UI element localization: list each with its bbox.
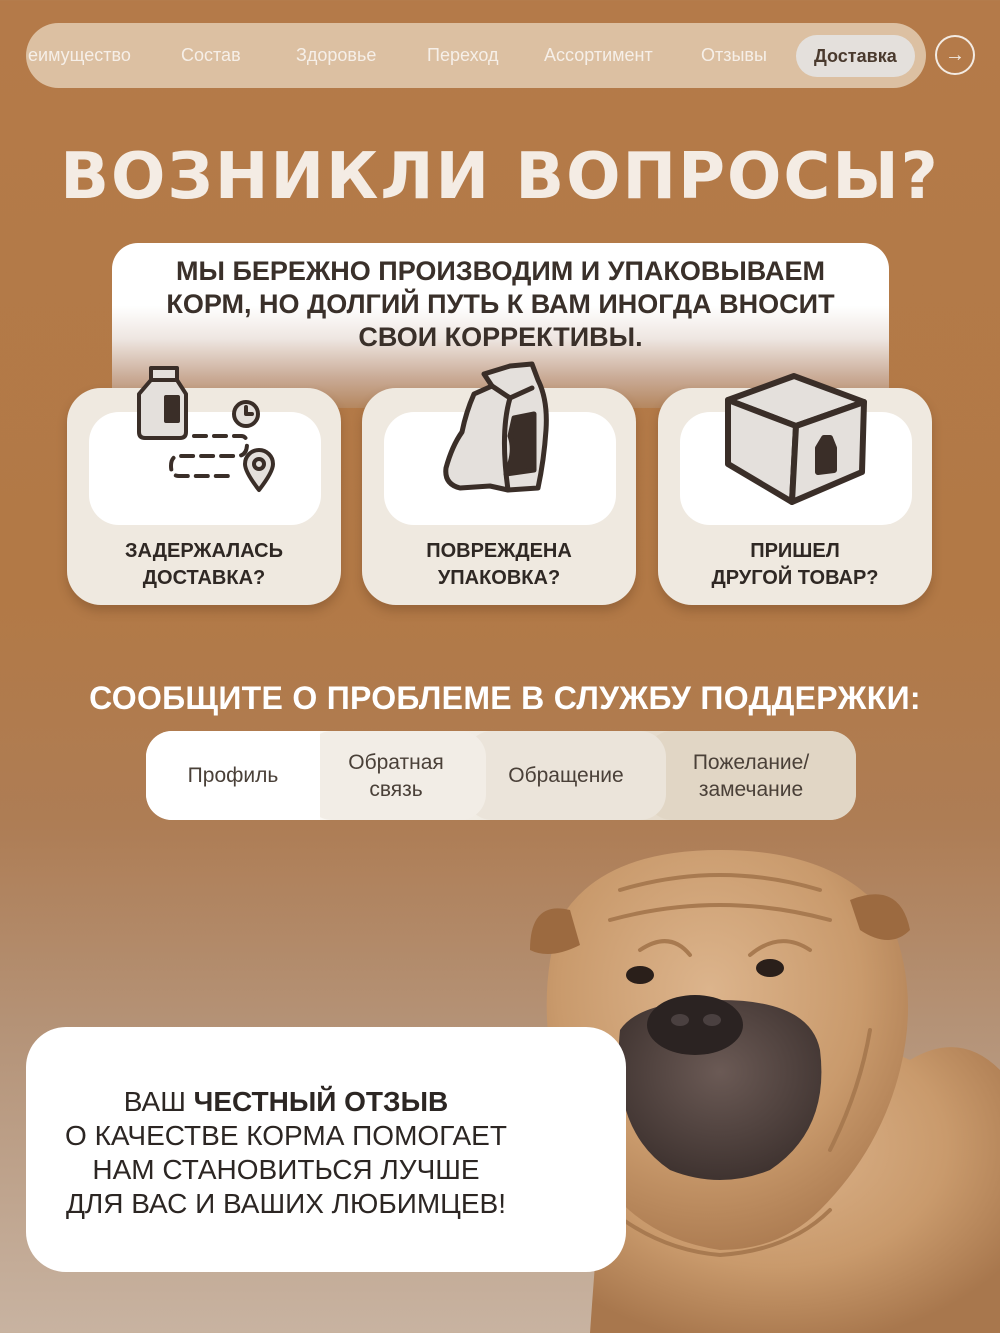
problem-label-line: ЗАДЕРЖАЛАСЬ — [125, 540, 283, 562]
problem-label-line: ДРУГОЙ ТОВАР? — [711, 567, 879, 589]
feedback-line — [26, 1085, 546, 1119]
support-heading: СООБЩИТЕ О ПРОБЛЕМЕ В СЛУЖБУ ПОДДЕРЖКИ: — [89, 680, 921, 716]
tab-label-line: связь — [369, 777, 423, 801]
nav-item-transition[interactable]: Переход — [427, 45, 499, 65]
feedback-line: О КАЧЕСТВЕ КОРМА ПОМОГАЕТ — [65, 1120, 507, 1151]
nav-next-button[interactable] — [935, 35, 975, 75]
tab-profile[interactable] — [146, 731, 320, 820]
intro-line: СВОИ КОРРЕКТИВЫ. — [358, 322, 643, 352]
nav-track — [26, 23, 926, 88]
nav-item-composition[interactable]: Состав — [181, 45, 241, 65]
tab-label-line: Пожелание/ — [692, 750, 810, 774]
nav-item-health[interactable]: Здоровье — [296, 45, 377, 65]
problem-card-delayed-delivery[interactable] — [67, 388, 341, 605]
intro-text — [112, 255, 889, 354]
problem-label-line: ПОВРЕЖДЕНА — [426, 540, 572, 562]
problem-label-line: УПАКОВКА? — [437, 567, 561, 589]
tab-label-line: Обращение — [508, 764, 624, 787]
support-tabs — [146, 731, 856, 820]
nav-item-assortment[interactable]: Ассортимент — [544, 45, 653, 65]
nav-item-reviews[interactable]: Отзывы — [701, 45, 767, 65]
delivery-route-icon — [67, 360, 341, 510]
tab-label-line: Обратная — [348, 750, 444, 774]
tab-feedback[interactable] — [306, 731, 486, 820]
feedback-line: ДЛЯ ВАС И ВАШИХ ЛЮБИМЦЕВ! — [65, 1188, 507, 1219]
tab-suggestion[interactable] — [646, 731, 856, 820]
nav-item-advantages[interactable]: еимущество — [28, 45, 131, 65]
top-navigation — [26, 23, 926, 88]
page-title: ВОЗНИКЛИ ВОПРОСЫ? — [60, 140, 940, 214]
feedback-emphasis: ЧЕСТНЫЙ ОТЗЫВ — [193, 1086, 449, 1117]
feedback-prefix: ВАШ — [123, 1086, 186, 1117]
tab-label-line: замечание — [698, 777, 804, 801]
tab-appeal[interactable] — [466, 731, 666, 820]
problem-label — [658, 538, 932, 592]
problem-card-damaged-package[interactable] — [362, 388, 636, 605]
problem-label — [362, 538, 636, 592]
box-icon — [658, 360, 932, 510]
problem-label-line: ДОСТАВКА? — [142, 567, 266, 589]
nav-item-delivery[interactable]: Доставка — [796, 35, 915, 77]
problem-label-line: ПРИШЕЛ — [750, 540, 840, 562]
intro-line: МЫ БЕРЕЖНО ПРОИЗВОДИМ И УПАКОВЫВАЕМ — [176, 256, 825, 286]
problem-card-wrong-item[interactable] — [658, 388, 932, 605]
tab-label-line: Профиль — [187, 764, 279, 787]
arrow-right-icon: → — [945, 43, 965, 66]
intro-line: КОРМ, НО ДОЛГИЙ ПУТЬ К ВАМ ИНОГДА ВНОСИТ — [166, 289, 835, 319]
problem-label — [67, 538, 341, 592]
feedback-text — [26, 1085, 546, 1221]
damaged-package-icon — [362, 360, 636, 510]
feedback-line: НАМ СТАНОВИТЬСЯ ЛУЧШЕ — [92, 1154, 480, 1185]
